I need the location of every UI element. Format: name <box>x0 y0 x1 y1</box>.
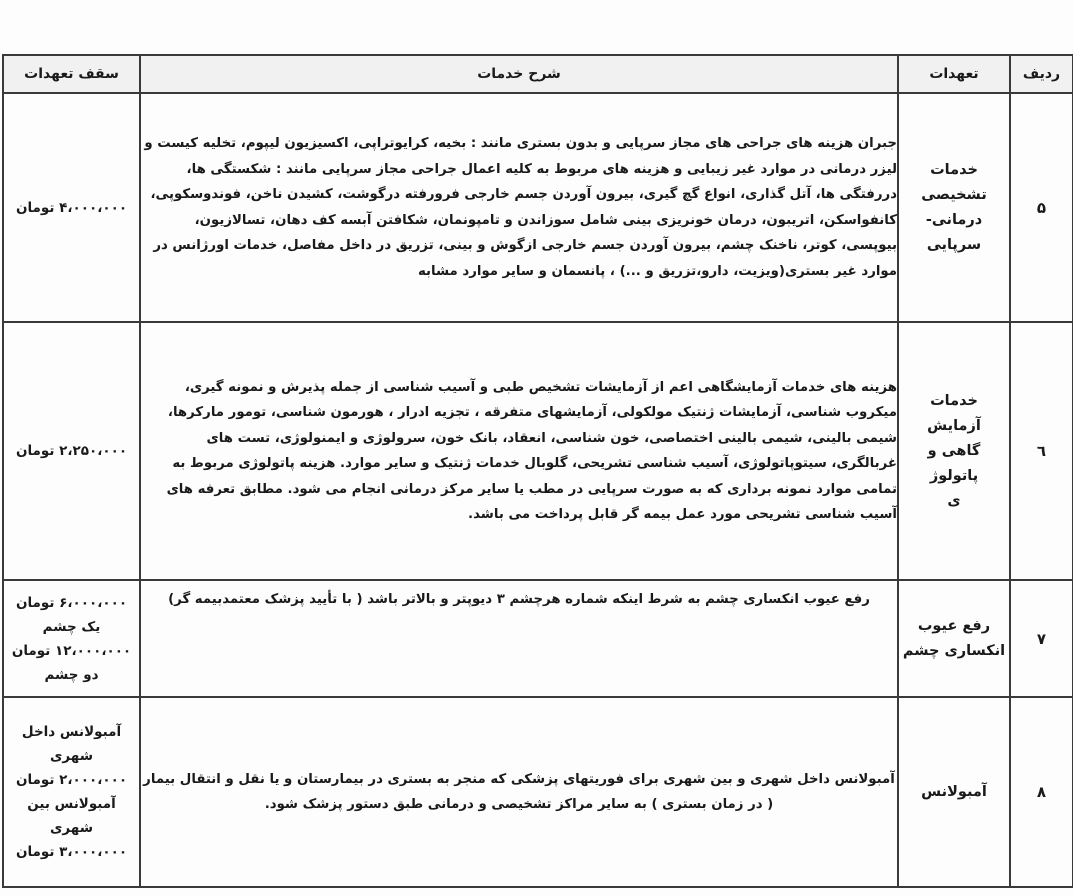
cap-line: ۶،۰۰۰،۰۰۰ تومان <box>15 594 128 611</box>
commitment-line: گاهی و <box>927 442 981 459</box>
cap-line: ۱۲،۰۰۰،۰۰۰ تومان <box>11 642 132 659</box>
cap-line: آمبولانس بین <box>27 796 116 812</box>
header-row-number: ردیف <box>1010 55 1073 93</box>
cap-line: دو چشم <box>44 666 99 683</box>
commitment-line: انکساری چشم <box>902 642 1006 659</box>
commitment-line: ی <box>947 492 961 509</box>
commitment-line: پاتولوژ <box>929 467 979 484</box>
table-row <box>3 93 1073 322</box>
header-cap: سقف تعهدات <box>3 55 140 93</box>
commitment-line: آمبولانس <box>921 783 987 800</box>
header-description: شرح خدمات <box>140 55 898 93</box>
description-cell: هزینه های خدمات آزمایشگاهی اعم از آزمایشات تشخیص طبی و آسیب شناسی از جمله پذیرش و نمونه گیری، میکروب شناسی، آزمایشات ژنتیک مولکولی، آزمایشهای متفرقه ، تجزیه ادرار ، هورمون شناسی، تومور مارکرها، شیمی بالینی، شیمی بالینی اختصاصی، خون شناسی، انعقاد، بانک خون، سرولوژی و ایمنولوژی، تست های غربالگری، سیتوپاتولوژی، آسیب شناسی تشریحی، گلوبال خدمات ژنتیک و سایر موارد. هزینه پاتولوژی مربوط به تمامی موارد نمونه برداری که به صورت سرپایی در مطب یا سایر مرکز درمانی انجام می شود. مطابق تعرفه های آسیب شناسی تشریحی مورد عمل بیمه گر قابل پرداخت می باشد. <box>140 322 898 580</box>
row-number: ۷ <box>1010 580 1073 697</box>
row-number: ۸ <box>1010 697 1073 887</box>
description-cell: آمبولانس داخل شهری و بین شهری برای فوریتهای پزشکی که منجر به بستری در بیمارستان و یا نقل و انتقال بیمار ( در زمان بستری ) به سایر مراکز تشخیصی و درمانی طبق دستور پزشک شود. <box>140 697 898 887</box>
commitment-line: رفع عیوب <box>917 617 991 634</box>
commitment-line: سرپایی <box>926 236 982 253</box>
cap-cell <box>3 93 140 322</box>
header-commitment: تعهدات <box>898 55 1010 93</box>
cap-cell <box>3 322 140 580</box>
cap-line: ۲،۲۵۰،۰۰۰ تومان <box>15 443 128 459</box>
commitment-cell <box>898 580 1010 697</box>
row-number: ۵ <box>1010 93 1073 322</box>
commitment-cell <box>898 322 1010 580</box>
table-row <box>3 580 1073 697</box>
cap-line: شهری <box>50 748 93 764</box>
table-row <box>3 322 1073 580</box>
cap-line: ۳،۰۰۰،۰۰۰ تومان <box>15 844 128 860</box>
commitment-line: خدمات <box>930 161 978 178</box>
cap-line: یک چشم <box>42 618 101 635</box>
coverage-table <box>2 54 1073 888</box>
cap-line: ۴،۰۰۰،۰۰۰ تومان <box>15 199 128 216</box>
cap-line: شهری <box>50 820 93 836</box>
table-header-row <box>3 55 1073 93</box>
commitment-line: تشخیصی <box>921 186 987 203</box>
commitment-line: درمانی- <box>925 211 983 228</box>
row-number: ٦ <box>1010 322 1073 580</box>
description-cell: جبران هزینه های جراحی های مجاز سرپایی و بدون بستری مانند : بخیه، کرایوتراپی، اکسیزیون لیپوم، تخلیه کیست و لیزر درمانی در موارد غیر زیبایی و هزینه های مربوط به کلیه اعمال جراحی مجاز سرپایی مانند : شکستگی ها، دررفتگی ها، آتل گذاری، انواع گچ گیری، بیرون آوردن جسم خارجی فرورفته درگوشت، کشیدن ناخن، فوندوسکوپی، کانفواسکن، اتریبون، درمان خونریزی بینی شامل سوزاندن و تامپونمان، شکافتن آبسه کف دهان، تسالازیون، بیوپسی، کوتر، ناخنک چشم، بیرون آوردن جسم خارجی ازگوش و بینی، تزریق در داخل مفاصل، خدمات اورژانس در موارد غیر بستری(ویزیت، دارو،تزریق و ...) ، پانسمان و سایر موارد مشابه <box>140 93 898 322</box>
commitment-line: خدمات <box>930 392 978 409</box>
commitment-line: آزمایش <box>927 417 981 434</box>
description-cell: رفع عیوب انکساری چشم به شرط اینکه شماره هرچشم ۳ دیوپتر و بالاتر باشد ( با تأیید پزشک معتمدبیمه گر) <box>140 580 898 697</box>
cap-cell <box>3 580 140 697</box>
cap-cell <box>3 697 140 887</box>
cap-line: آمبولانس داخل <box>21 724 122 740</box>
commitment-cell <box>898 93 1010 322</box>
cap-line: ۲،۰۰۰،۰۰۰ تومان <box>15 772 128 788</box>
commitment-cell <box>898 697 1010 887</box>
table-row <box>3 697 1073 887</box>
